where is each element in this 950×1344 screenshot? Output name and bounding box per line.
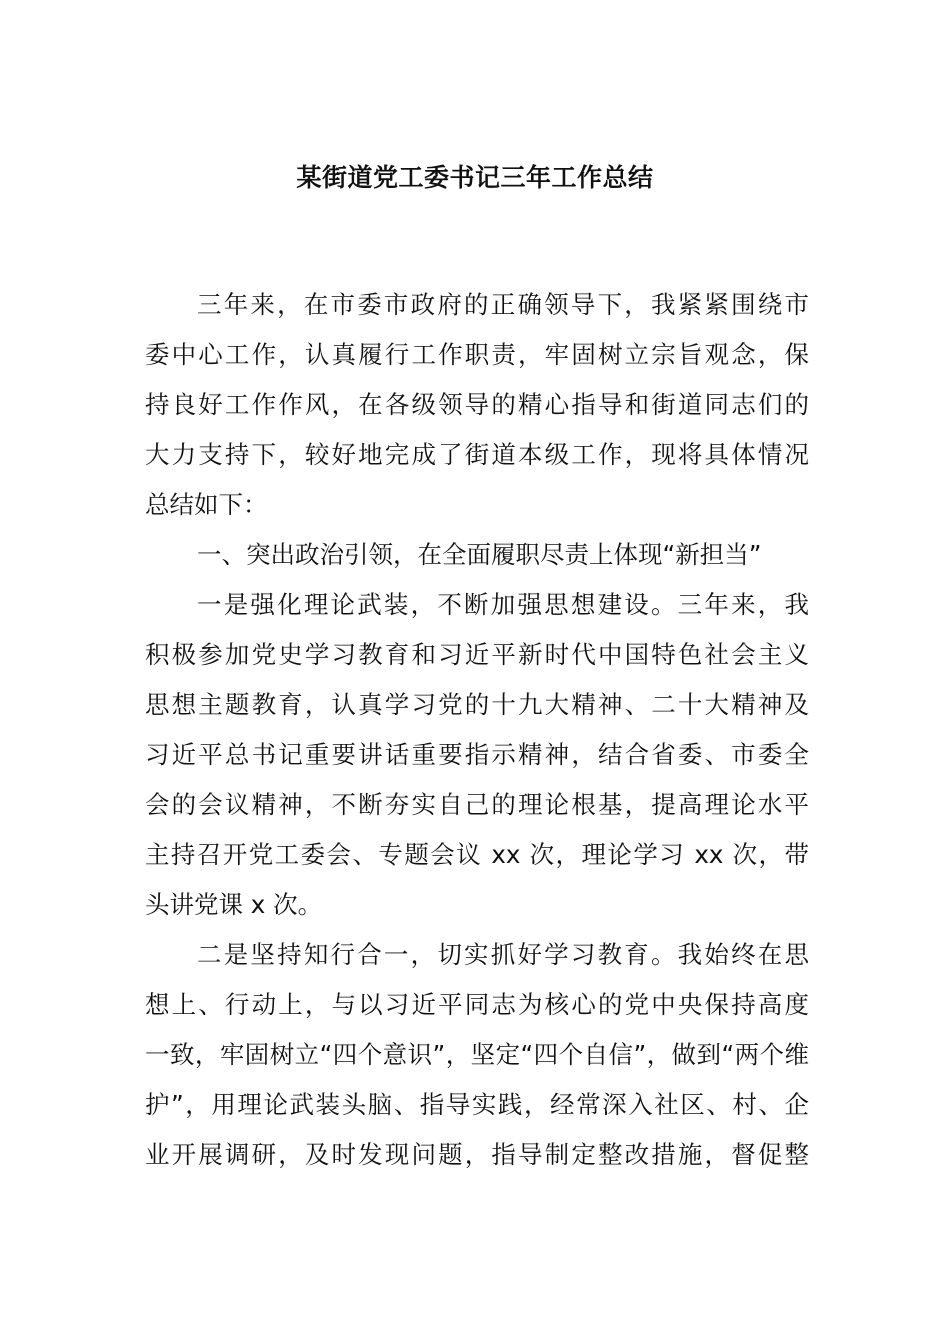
text-line: 一致，牢固树立“四个意识”，坚定“四个自信”，做到“两个维 [145, 1040, 809, 1069]
text-line: 头讲党课 x 次。 [145, 890, 323, 919]
text-line: 大力支持下，较好地完成了街道本级工作，现将具体情况 [145, 440, 809, 469]
text-line: 一是强化理论武装，不断加强思想建设。三年来，我 [197, 590, 809, 619]
text-line: 总结如下： [145, 490, 268, 519]
text-line: 业开展调研，及时发现问题，指导制定整改措施，督促整 [145, 1140, 809, 1169]
text-line: 习近平总书记重要讲话重要指示精神，结合省委、市委全 [145, 740, 809, 769]
text-line: 护”，用理论武装头脑、指导实践，经常深入社区、村、企 [145, 1090, 809, 1119]
text-line: 委中心工作，认真履行工作职责，牢固树立宗旨观念，保 [145, 340, 809, 369]
text-line: 主持召开党工委会、专题会议 xx 次，理论学习 xx 次，带 [145, 840, 809, 869]
text-line: 思想主题教育，认真学习党的十九大精神、二十大精神及 [145, 690, 809, 719]
text-line: 三年来，在市委市政府的正确领导下，我紧紧围绕市 [197, 290, 809, 319]
text-line: 二是坚持知行合一，切实抓好学习教育。我始终在思 [197, 940, 809, 969]
text-line: 想上、行动上，与以习近平同志为核心的党中央保持高度 [145, 990, 809, 1019]
document-title: 某街道党工委书记三年工作总结 [296, 163, 654, 192]
text-line: 会的会议精神，不断夯实自己的理论根基，提高理论水平 [145, 790, 809, 819]
section-heading: 一、突出政治引领，在全面履职尽责上体现“新担当” [197, 540, 762, 569]
text-line: 持良好工作作风，在各级领导的精心指导和街道同志们的 [145, 390, 809, 419]
text-line: 积极参加党史学习教育和习近平新时代中国特色社会主义 [145, 640, 809, 669]
document-body [145, 280, 809, 1180]
